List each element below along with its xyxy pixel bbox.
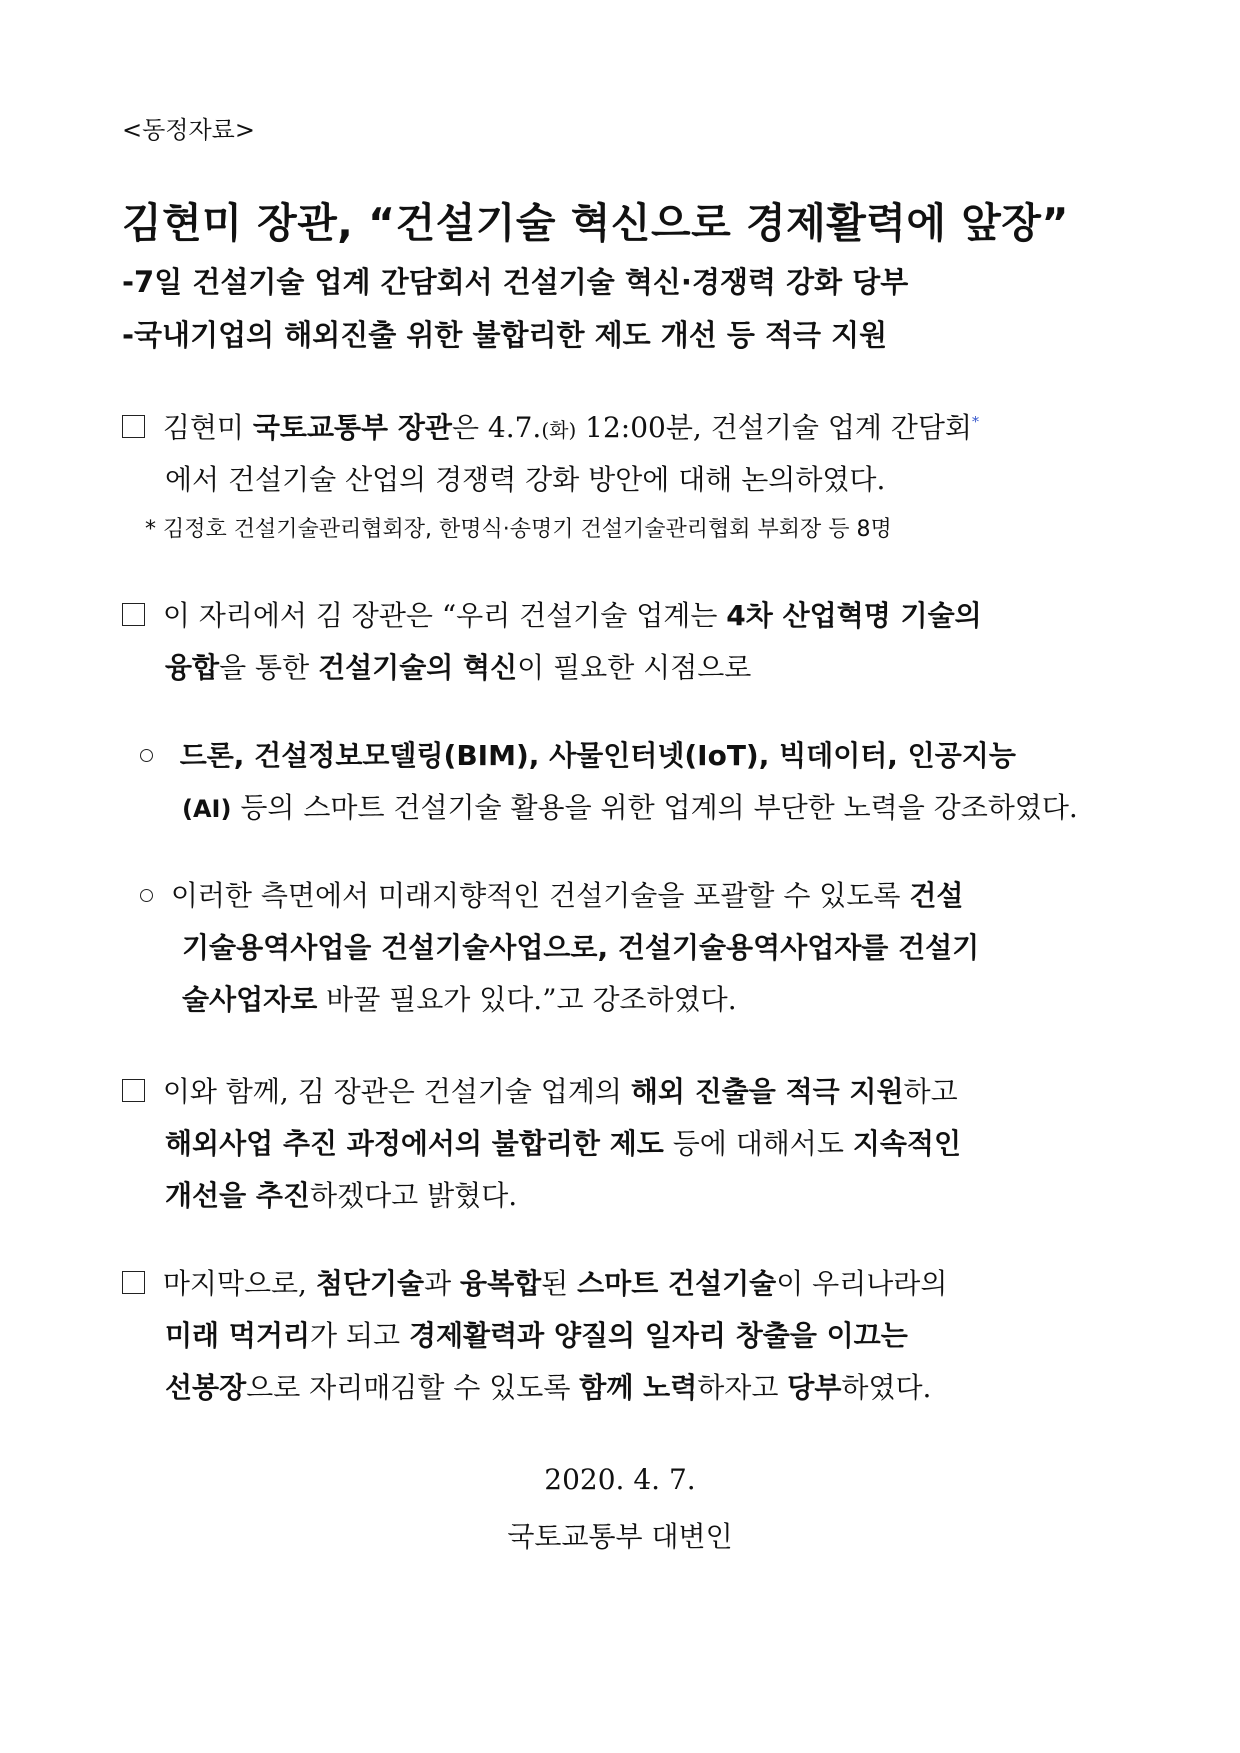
paragraph-3-line-3: 개선을 추진하겠다고 밝혔다. — [165, 1179, 518, 1212]
paragraph-3-line-1: 이와 함께, 김 장관은 건설기술 업계의 해외 진출을 적극 지원하고 — [122, 1070, 958, 1110]
subtitle-2: -국내기업의 해외진출 위한 불합리한 제도 개선 등 적극 지원 — [122, 318, 888, 352]
checkbox-icon — [122, 603, 145, 626]
release-date: 2020. 4. 7. — [544, 1463, 696, 1496]
paragraph-4-line-1: 마지막으로, 첨단기술과 융복합된 스마트 건설기술이 우리나라의 — [122, 1262, 947, 1302]
circle-bullet-icon — [140, 749, 153, 762]
circle-bullet-icon — [140, 889, 153, 902]
paragraph-4-line-3: 선봉장으로 자리매김할 수 있도록 함께 노력하자고 당부하였다. — [165, 1371, 932, 1404]
footnote-marker: * — [971, 414, 979, 431]
checkbox-icon — [122, 415, 145, 438]
issuing-office: 국토교통부 대변인 — [507, 1520, 733, 1553]
checkbox-icon — [122, 1271, 145, 1294]
paragraph-2-line-1: 이 자리에서 김 장관은 “우리 건설기술 업계는 4차 산업혁명 기술의 — [122, 594, 982, 634]
paragraph-4-line-2: 미래 먹거리가 되고 경제활력과 양질의 일자리 창출을 이끄는 — [165, 1319, 908, 1352]
document-title: 김현미 장관, “건설기술 혁신으로 경제활력에 앞장” — [122, 199, 1069, 247]
document-tag: <동정자료> — [122, 116, 255, 144]
paragraph-1-line-1: 김현미 국토교통부 장관은 4.7.(화) 12:00분, 건설기술 업계 간담회* — [122, 406, 979, 446]
bullet-2-line-1: 이러한 측면에서 미래지향적인 건설기술을 포괄할 수 있도록 건설 — [140, 874, 963, 914]
bullet-1-line-2: (AI) 등의 스마트 건설기술 활용을 위한 업계의 부단한 노력을 강조하였다. — [182, 791, 1078, 824]
footnote: * 김정호 건설기술관리협회장, 한명식·송명기 건설기술관리협회 부회장 등 8명 — [145, 517, 892, 542]
bullet-1-line-1: 드론, 건설정보모델링(BIM), 사물인터넷(IoT), 빅데이터, 인공지능 — [140, 734, 1016, 774]
subtitle-1: -7일 건설기술 업계 간담회서 건설기술 혁신·경쟁력 강화 당부 — [122, 265, 909, 299]
checkbox-icon — [122, 1079, 145, 1102]
paragraph-3-line-2: 해외사업 추진 과정에서의 불합리한 제도 등에 대해서도 지속적인 — [165, 1127, 962, 1160]
bullet-2-line-3: 술사업자로 바꿀 필요가 있다.”고 강조하였다. — [182, 983, 737, 1016]
paragraph-2-line-2: 융합을 통한 건설기술의 혁신이 필요한 시점으로 — [165, 651, 752, 684]
paragraph-1-line-2: 에서 건설기술 산업의 경쟁력 강화 방안에 대해 논의하였다. — [165, 463, 886, 496]
bullet-2-line-2: 기술용역사업을 건설기술사업으로, 건설기술용역사업자를 건설기 — [182, 931, 980, 964]
